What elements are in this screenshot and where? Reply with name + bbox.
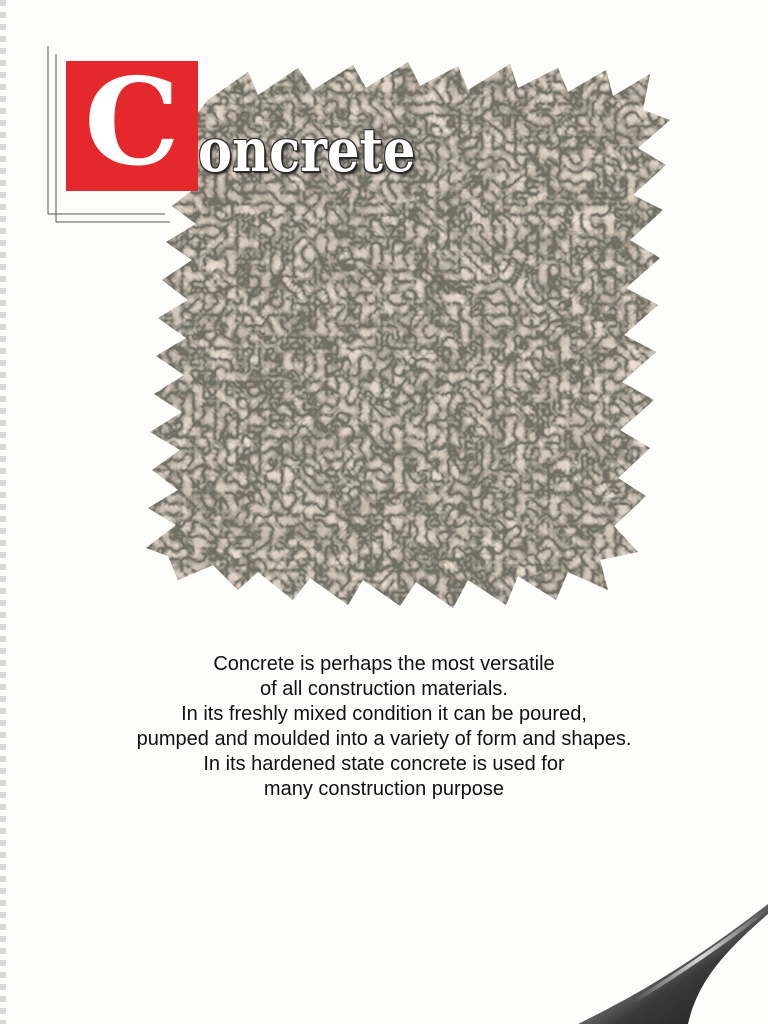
description-line: In its freshly mixed condition it can be poured,: [181, 703, 587, 725]
description-paragraph: [60, 652, 708, 802]
description-line: many construction purpose: [263, 778, 505, 800]
title-initial-box: [66, 52, 198, 193]
title-initial-letter: C: [84, 52, 180, 193]
page-title: [66, 52, 486, 193]
description-line: In its hardened state concrete is used for: [203, 753, 565, 775]
description-line: pumped and moulded into a variety of form and shapes.: [136, 728, 632, 750]
title-text: oncrete: [198, 116, 416, 186]
page-curl-icon: [538, 894, 768, 1024]
description-line: of all construction materials.: [260, 678, 508, 700]
description-line: Concrete is perhaps the most versatile: [213, 653, 555, 675]
